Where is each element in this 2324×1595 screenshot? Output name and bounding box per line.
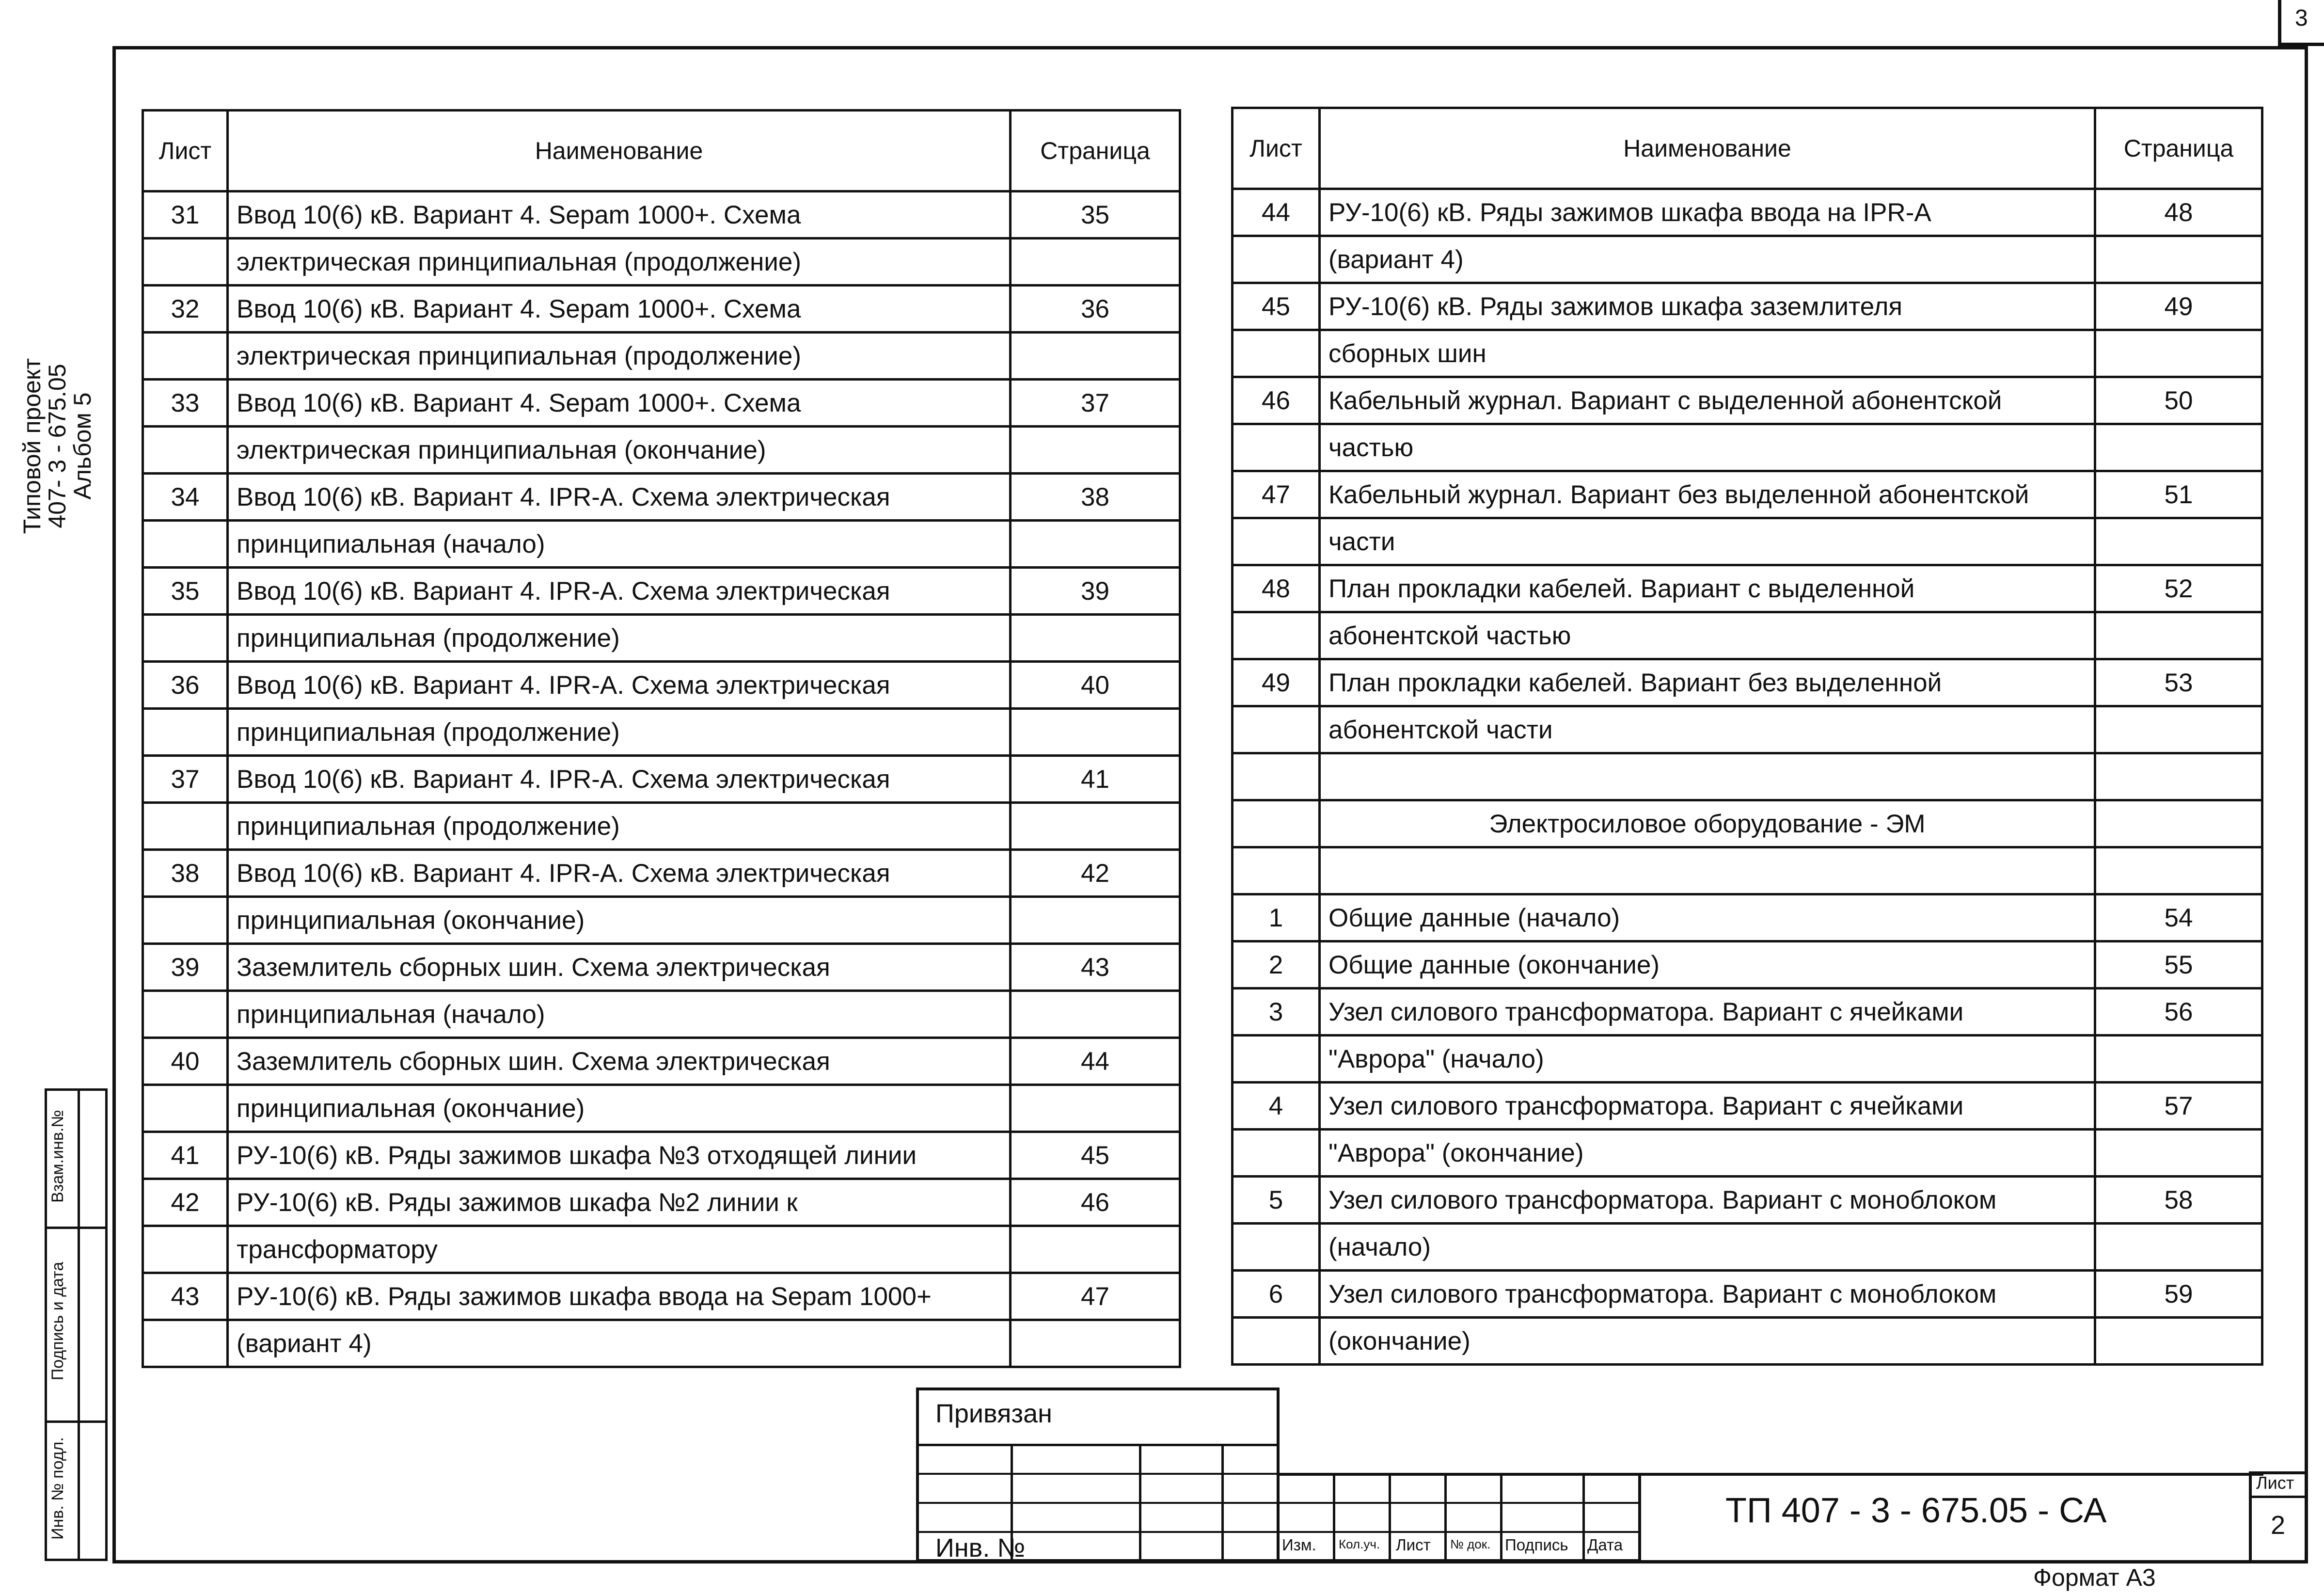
table-row: 41 РУ-10(6) кВ. Ряды зажимов шкафа №3 отходящей линии 45 bbox=[143, 1132, 1180, 1179]
kol-uch-label: Кол.уч. bbox=[1339, 1537, 1380, 1551]
contents-table-right bbox=[1231, 107, 2263, 1366]
table-row: 48 План прокладки кабелей. Вариант с выделенной 52 bbox=[1233, 565, 2262, 612]
table-row: 47 Кабельный журнал. Вариант без выделенной абонентской 51 bbox=[1233, 471, 2262, 518]
header-list: Лист bbox=[143, 111, 228, 191]
table-row: (вариант 4) bbox=[143, 1320, 1180, 1367]
table-row bbox=[1233, 847, 2262, 894]
table-row: 38 Ввод 10(6) кВ. Вариант 4. IPR-A. Схема электрическая 42 bbox=[143, 850, 1180, 897]
table-row: 32 Ввод 10(6) кВ. Вариант 4. Sepam 1000+. Схема 36 bbox=[143, 286, 1180, 333]
sheet-label: Лист bbox=[2256, 1473, 2294, 1493]
table-row: (окончание) bbox=[1233, 1318, 2262, 1365]
table-row: принципиальная (окончание) bbox=[143, 1085, 1180, 1132]
table-row: принципиальная (начало) bbox=[143, 521, 1180, 568]
table-row: 49 План прокладки кабелей. Вариант без выделенной 53 bbox=[1233, 659, 2262, 706]
table-row: 1 Общие данные (начало) 54 bbox=[1233, 894, 2262, 941]
contents-table-left bbox=[142, 109, 1181, 1368]
table-row: принципиальная (продолжение) bbox=[143, 709, 1180, 756]
privyazan-label: Привязан bbox=[935, 1399, 1052, 1428]
izm-label: Изм. bbox=[1282, 1536, 1316, 1554]
n-dok-label: № док. bbox=[1450, 1537, 1491, 1551]
header-list: Лист bbox=[1233, 108, 1320, 189]
header-page: Страница bbox=[2095, 108, 2262, 189]
side-title-line3: Альбом 5 bbox=[69, 392, 96, 500]
side-stamp-inv-podl: Инв. № подл. bbox=[48, 1437, 67, 1540]
table-row: абонентской части bbox=[1233, 706, 2262, 753]
table-header bbox=[143, 111, 1180, 191]
table-row: (начало) bbox=[1233, 1224, 2262, 1271]
side-project-title bbox=[19, 325, 95, 567]
table-row: абонентской частью bbox=[1233, 612, 2262, 659]
inv-no-label: Инв. № bbox=[935, 1533, 1026, 1563]
corner-page-number: 3 bbox=[2295, 5, 2308, 31]
table-row: 4 Узел силового трансформатора. Вариант с ячейками 57 bbox=[1233, 1083, 2262, 1130]
table-row: 33 Ввод 10(6) кВ. Вариант 4. Sepam 1000+. Схема 37 bbox=[143, 380, 1180, 427]
table-row: 43 РУ-10(6) кВ. Ряды зажимов шкафа ввода на Sepam 1000+ 47 bbox=[143, 1273, 1180, 1320]
table-row: 2 Общие данные (окончание) 55 bbox=[1233, 941, 2262, 989]
table-row: 42 РУ-10(6) кВ. Ряды зажимов шкафа №2 линии к 46 bbox=[143, 1179, 1180, 1226]
document-code: ТП 407 - 3 - 675.05 - СА bbox=[1725, 1491, 2107, 1530]
table-header bbox=[1233, 108, 2262, 189]
table-row bbox=[1233, 753, 2262, 800]
table-row: электрическая принципиальная (продолжение) bbox=[143, 333, 1180, 380]
table-row: 35 Ввод 10(6) кВ. Вариант 4. IPR-A. Схема электрическая 39 bbox=[143, 568, 1180, 615]
table-row: "Аврора" (начало) bbox=[1233, 1036, 2262, 1083]
table-row: электрическая принципиальная (продолжение) bbox=[143, 239, 1180, 286]
side-title-line1: Типовой проект bbox=[18, 358, 46, 534]
table-row: 46 Кабельный журнал. Вариант с выделенной абонентской 50 bbox=[1233, 377, 2262, 424]
table-row: 31 Ввод 10(6) кВ. Вариант 4. Sepam 1000+. Схема 35 bbox=[143, 191, 1180, 239]
table-row: части bbox=[1233, 518, 2262, 565]
list-label: Лист bbox=[1396, 1536, 1431, 1554]
table-row: 36 Ввод 10(6) кВ. Вариант 4. IPR-A. Схема электрическая 40 bbox=[143, 662, 1180, 709]
table-row: 34 Ввод 10(6) кВ. Вариант 4. IPR-A. Схема электрическая 38 bbox=[143, 474, 1180, 521]
table-row: принципиальная (продолжение) bbox=[143, 615, 1180, 662]
table-row: принципиальная (окончание) bbox=[143, 897, 1180, 944]
table-row: электрическая принципиальная (окончание) bbox=[143, 427, 1180, 474]
table-row: принципиальная (продолжение) bbox=[143, 803, 1180, 850]
table-row: сборных шин bbox=[1233, 330, 2262, 377]
sheet-number: 2 bbox=[2271, 1511, 2286, 1540]
table-row: "Аврора" (окончание) bbox=[1233, 1130, 2262, 1177]
section-heading-row bbox=[1233, 800, 2262, 847]
table-row: трансформатору bbox=[143, 1226, 1180, 1273]
side-title-line2: 407- 3 - 675.05 bbox=[44, 364, 71, 528]
table-row: 3 Узел силового трансформатора. Вариант с ячейками 56 bbox=[1233, 989, 2262, 1036]
format-label: Формат А3 bbox=[2033, 1564, 2156, 1591]
section-heading: Электросиловое оборудование - ЭМ bbox=[1320, 800, 2095, 847]
header-page: Страница bbox=[1011, 111, 1180, 191]
table-row: 37 Ввод 10(6) кВ. Вариант 4. IPR-A. Схема электрическая 41 bbox=[143, 756, 1180, 803]
podpis-label: Подпись bbox=[1505, 1536, 1568, 1554]
table-row: 6 Узел силового трансформатора. Вариант с моноблоком 59 bbox=[1233, 1271, 2262, 1318]
side-stamp-podpis: Подпись и дата bbox=[48, 1261, 67, 1381]
table-row: 45 РУ-10(6) кВ. Ряды зажимов шкафа заземлителя 49 bbox=[1233, 283, 2262, 330]
table-row: 39 Заземлитель сборных шин. Схема электрическая 43 bbox=[143, 944, 1180, 991]
table-row: (вариант 4) bbox=[1233, 236, 2262, 283]
table-row: 44 РУ-10(6) кВ. Ряды зажимов шкафа ввода на IPR-A 48 bbox=[1233, 189, 2262, 236]
header-name: Наименование bbox=[228, 111, 1011, 191]
table-row: частью bbox=[1233, 424, 2262, 471]
data-label: Дата bbox=[1587, 1536, 1623, 1554]
table-row: 40 Заземлитель сборных шин. Схема электрическая 44 bbox=[143, 1038, 1180, 1085]
table-row: 5 Узел силового трансформатора. Вариант с моноблоком 58 bbox=[1233, 1177, 2262, 1224]
table-row: принципиальная (начало) bbox=[143, 991, 1180, 1038]
header-name: Наименование bbox=[1320, 108, 2095, 189]
side-stamp-vzam: Взам.инв.№ bbox=[48, 1110, 67, 1203]
